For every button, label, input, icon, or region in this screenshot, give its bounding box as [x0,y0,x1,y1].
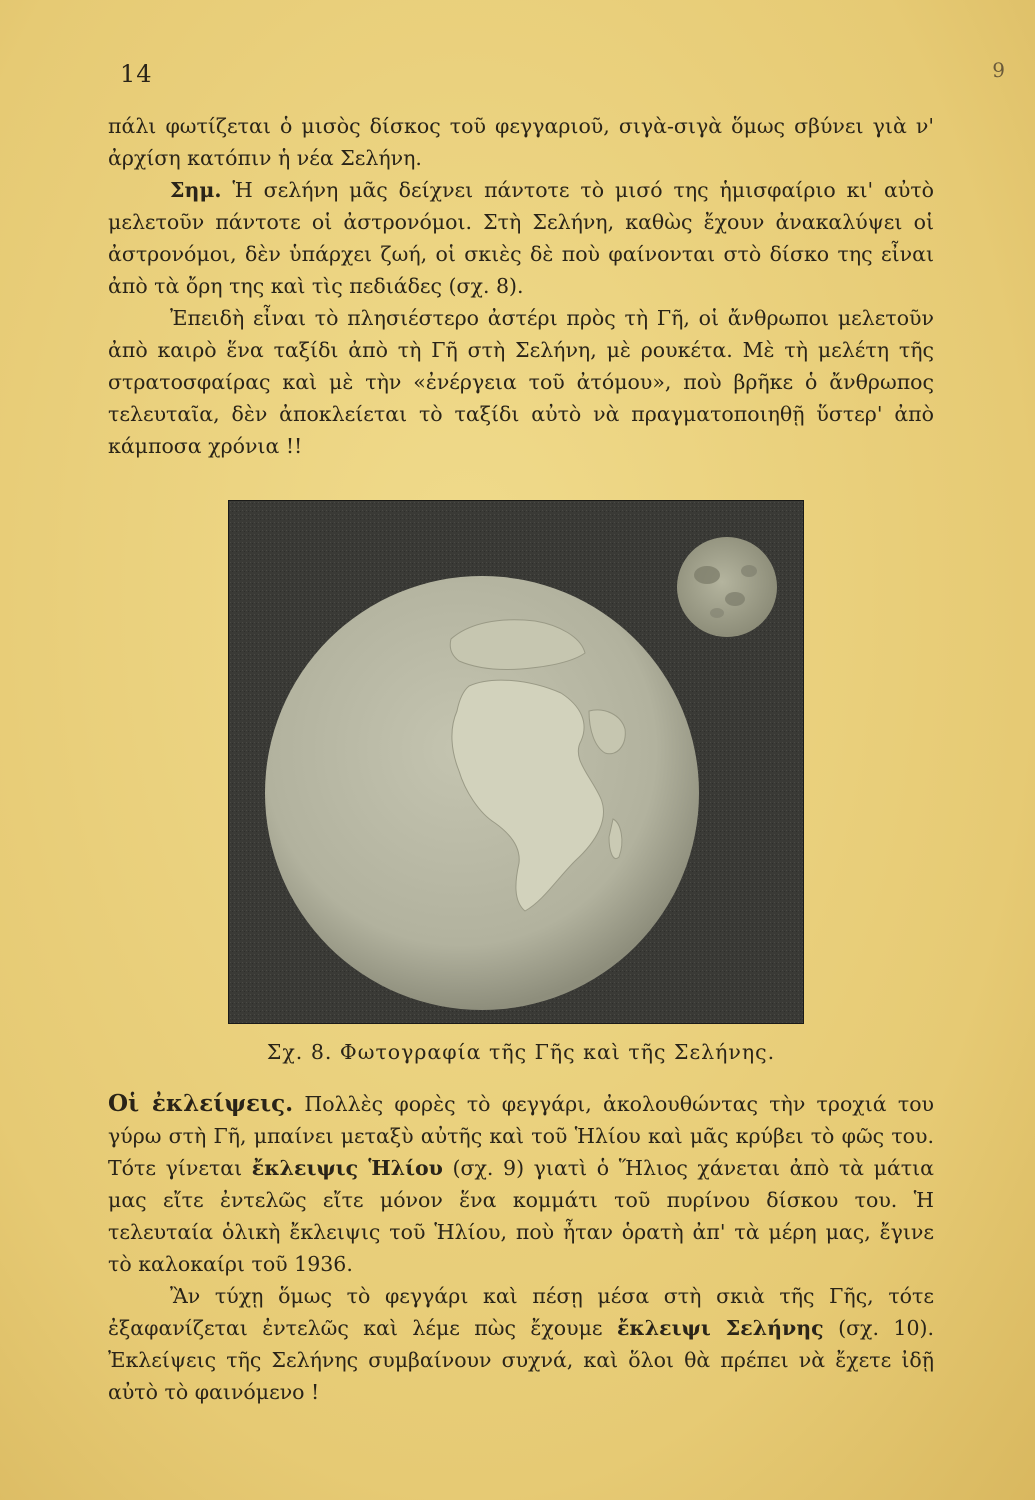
eclipse-text-1: Πολλὲς φορὲς τὸ φεγγάρι, ἀκολουθώντας τὴν τροχιά του γύρω στὴ Γῆ, μπαίνει μεταξὺ αὐτῆς καὶ τοῦ Ἡλίου καὶ μᾶς κρύβει τὸ φῶς του. Τότε γίνεται [108,1092,934,1180]
moon-mare [741,565,757,577]
moon-disc [677,537,777,637]
margin-mark: 9 [992,58,1005,82]
paragraph-eclipses [108,1088,934,1280]
paragraph-rocket-trip: Ἐπειδὴ εἶναι τὸ πλησιέστερο ἀστέρι πρὸς τὴ Γῆ, οἱ ἄνθρωποι μελετοῦν ἀπὸ καιρὸ ἕνα ταξίδι ἀπὸ τὴ Γῆ στὴ Σελήνη, μὲ ρουκέτα. Μὲ τὴ μελέτη τῆς στρατοσφαίρας καὶ μὲ τὴν «ἐνέργεια τοῦ ἀτόμου», ποὺ βρῆκε ὁ ἄνθρωπος τελευταῖα, δὲν ἀποκλείεται τὸ ταξίδι αὐτὸ νὰ πραγματοποιηθῇ ὕστερ' ἀπὸ κάμποσα χρόνια !! [108,306,934,458]
earth-moon-photograph [228,500,804,1024]
page-number: 14 [120,60,153,88]
earth-moon-illustration [229,501,803,1023]
solar-eclipse-term: ἔκλειψις Ἡλίου [251,1156,443,1180]
moon-mare [725,592,745,606]
lunar-eclipse-term: ἔκλειψι Σελήνης [616,1316,824,1340]
note-label: Σημ. [170,178,222,202]
paragraph-lunar-eclipse [108,1280,934,1408]
moon-mare [694,566,720,584]
note-text: Ἡ σελήνη μᾶς δείχνει πάντοτε τὸ μισό της ἡμισφαίριο κι' αὐτὸ μελετοῦν πάντοτε οἱ ἀστρονόμοι. Στὴ Σελήνη, καθὼς ἔχουν ἀνακαλύψει οἱ ἀστρονόμοι, δὲν ὑπάρχει ζωή, οἱ σκιὲς δὲ ποὺ φαίνονται στὸ δίσκο της εἶναι ἀπὸ τὰ ὄρη της καὶ τὶς πεδιάδες (σχ. 8). [108,178,934,298]
eclipse-heading: Οἱ ἐκλείψεις. [108,1090,294,1117]
paragraph-note [108,174,934,302]
paragraph-new-moon: πάλι φωτίζεται ὁ μισὸς δίσκος τοῦ φεγγαριοῦ, σιγὰ-σιγὰ ὅμως σβύνει γιὰ ν' ἀρχίση κατόπιν ἡ νέα Σελήνη. [108,114,934,170]
moon-mare [710,608,724,618]
lower-text-block [108,1088,934,1408]
lunar-text-2: (σχ. 10). Ἐκλείψεις τῆς Σελήνης συμβαίνουν συχνά, καὶ ὅλοι θὰ πρέπει νὰ ἔχετε ἰδῇ αὐτὸ τὸ φαινόμενο ! [108,1316,935,1404]
eclipse-text-2: (σχ. 9) γιατὶ ὁ Ἥλιος χάνεται ἀπὸ τὰ μάτια μας εἴτε ἐντελῶς εἴτε μόνον ἕνα κομμάτι τοῦ πυρίνου δίσκου του. Ἡ τελευταία ὁλικὴ ἔκλειψις τοῦ Ἡλίου, ποὺ ἦταν ὁρατὴ ἀπ' τὰ μέρη μας, ἔγινε τὸ καλοκαίρι τοῦ 1936. [108,1156,935,1276]
lunar-text-1: Ἂν τύχῃ ὅμως τὸ φεγγάρι καὶ πέσῃ μέσα στὴ σκιὰ τῆς Γῆς, τότε ἐξαφανίζεται ἐντελῶς καὶ λέμε πὼς ἔχουμε [108,1284,934,1340]
upper-text-block [108,110,934,462]
figure-caption: Σχ. 8. Φωτογραφία τῆς Γῆς καὶ τῆς Σελήνης. [266,1040,776,1064]
